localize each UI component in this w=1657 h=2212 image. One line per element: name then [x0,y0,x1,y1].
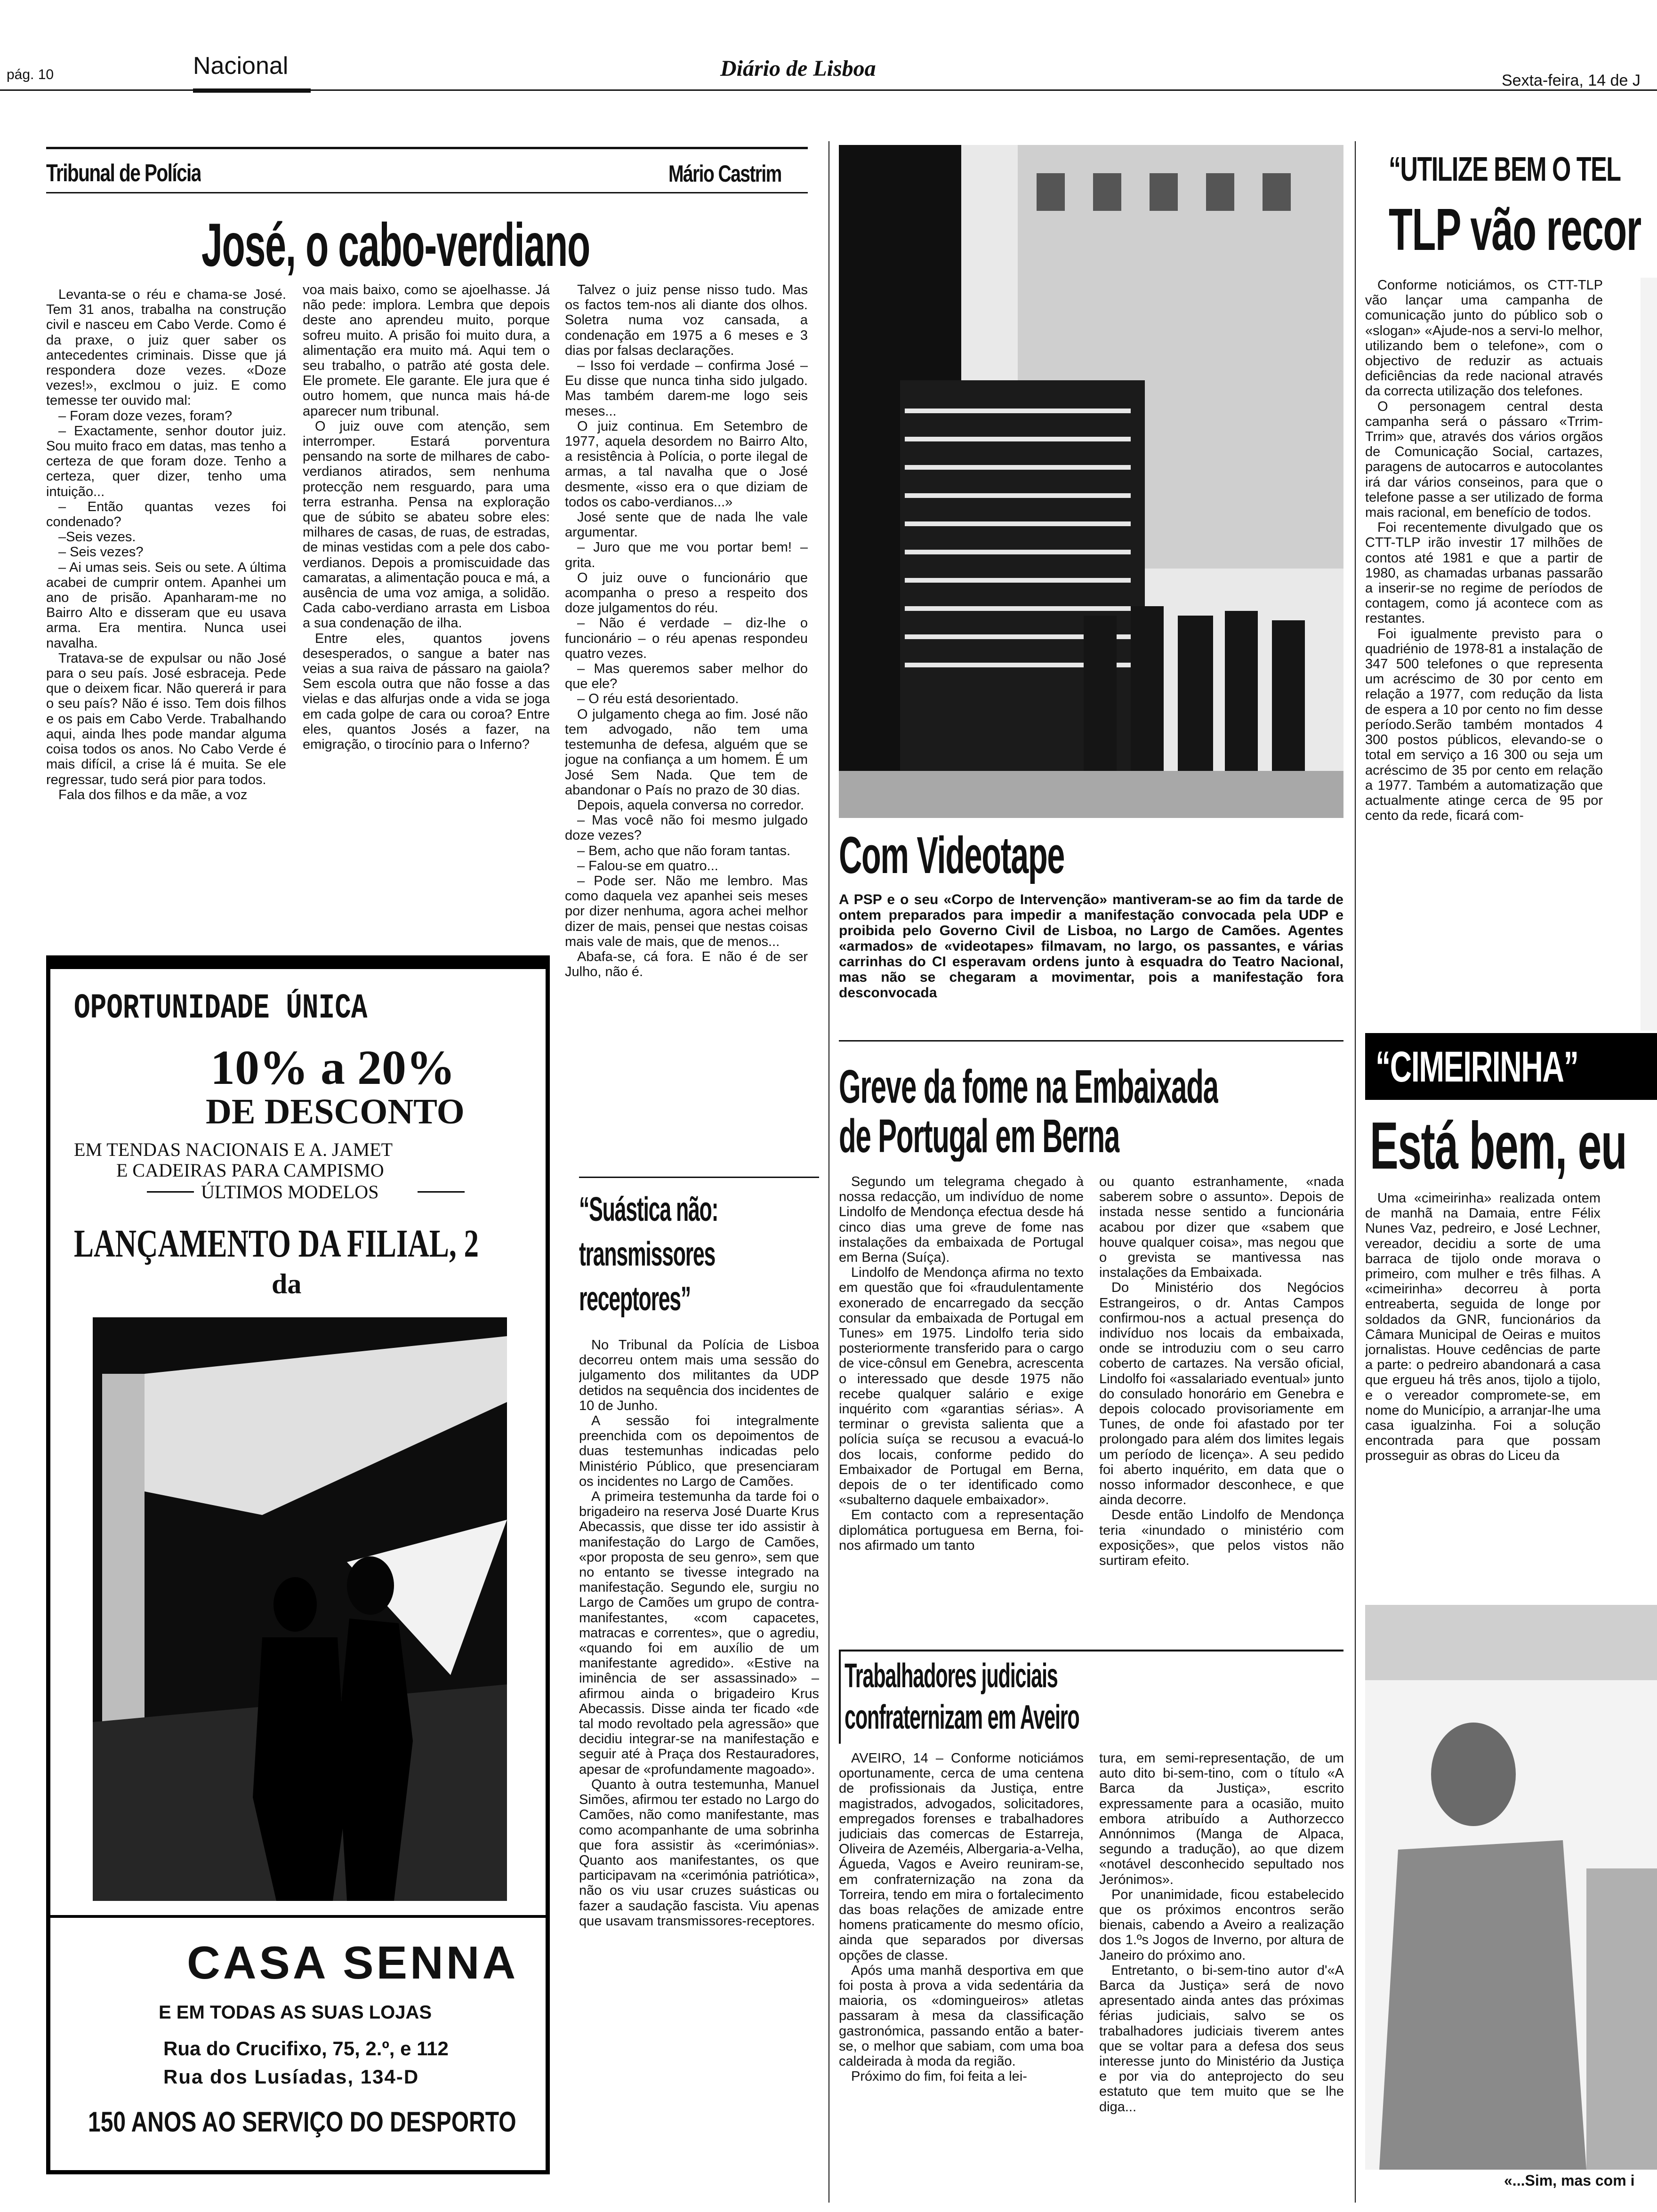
aveiro-headline-box [839,1650,1343,1744]
ad-line-3-dash-right [418,1191,465,1193]
tribunal-author: Mário Castrim [668,160,781,187]
videotape-headline: Com Videotape [839,827,1065,884]
cimeirinha-caption: «...Sim, mas com i [1504,2172,1635,2189]
aveiro-column-1: AVEIRO, 14 – Conforme noticiámos oportunamente, cerca de uma centena de profissionais da Justiça, entre magistrados, advogados, solicitadores, empregados forenses e trabalhadores judiciais das comercas de Estarreja, Oliveira de Azeméis, Albergaria-a-Velha, Águeda, Vagos e Aveiro reuniram-se, em confraternização na zona da Torreira, tendo em mira o fortalecimento das boas relações de amizade entre homens praticamente do mesmo ofício, ainda que separados por diversas opções de classe. Após uma manhã desportiva em que foi posta à prova a vida sedentária da maioria, os «domingueiros» atletas passaram à mesa da classificação gastronómica, passando então a bater-se, o melhor que sabiam, com uma boa caldeirada à moda da região. Próximo do fim, foi feita a lei- [839,1751,1084,2084]
cimeirinha-photo [1365,1605,1657,2170]
page-number: pág. 10 [7,67,54,82]
ad-line-2: E CADEIRAS PARA CAMPISMO [116,1160,384,1181]
man-body [1379,1840,1586,2170]
tent-side [102,1374,145,1722]
suastica-headline-2: transmissores [579,1235,716,1273]
greve-column-1: Segundo um telegrama chegado à nossa redacção, um indivíduo de nome Lindolfo de Mendonça efectua desde há cinco dias uma greve de fome nas instalações da embaixada de Portugal em Berna (Suíça). Lindolfo de Mendonça afirma no texto em questão que foi «fraudulentamente exonerado de encarregado da secção consular da embaixada de Portugal em Tunes» em 1975. Lindolfo teria sido posteriormente transferido para o cargo de vice-cônsul em Genebra, acrescenta o interessado que desde 1975 não recebe qualquer salário e exige inquérito com «garantias sérias». A terminar o grevista salienta que a polícia suíça se recusou a evacuá-lo dos locais, conforme pedido do Embaixador de Portugal em Berna, depois de o ter identificado como «subalterno daquele embaixador». Em contacto com a representação diplomática portuguesa em Berna, foi-nos afirmado um tanto [839,1174,1084,1553]
aveiro-box-left [839,1650,841,1744]
background-figure [1586,1868,1657,2170]
ad-discount-2: DE DESCONTO [206,1092,465,1131]
ad-address-2: Rua dos Lusíadas, 134-D [163,2066,419,2088]
videotape-photo [839,145,1343,818]
aveiro-headline-2: confraternizam em Aveiro [845,1699,1079,1736]
woman-head [347,1556,394,1615]
ad-da: da [272,1268,302,1299]
window [1263,173,1291,211]
photo-top [1365,1605,1657,1680]
column-rule-left [828,141,829,2203]
ad-footer-rule [50,1915,546,1918]
suastica-text: No Tribunal da Polícia de Lisboa decorreu ontem mais uma sessão do julgamento dos militantes da UDP detidos na sequência dos incidentes de 10 de Junho. A sessão foi integralmente preenchida com os depoimentos de duas testemunhas indicadas pelo Ministério Público, que presenciaram os incidentes no Largo de Camões. A primeira testemunha da tarde foi o brigadeiro na reserva José Duarte Krus Abecassis, que disse ter ido assistir à manifestação do Largo de Camões, «por proposta de seu genro», sem que no entanto se tivesse integrado na manifestação. Segundo ele, surgiu no Largo de Camões um grupo de contra-manifestantes, «com capacetes, matracas e correntes», que o agrediu, «quando foi em auxílio de um manifestante agredido». «Estive na iminência de ser assassinado» – afirmou ainda o brigadeiro Krus Abecassis. Disse ainda ter ficado «de tal modo revoltado pela agressão» que decidiu integrar-se na manifestação e seguir até à Praça dos Restauradores, apesar de «profundamente magoado». Quanto à outra testemunha, Manuel Simões, afirmou ter estado no Largo do Camões, não como manifestante, mas como acompanhante de uma sobrinha que fora assistir às «cerimónias». Quanto aos manifestantes, os que participavam na «cerimónia patriótica», não os viu usar cruzes suásticas ou fazer a saudação fascista. Viu apenas que usavam transmissores-receptores. [579,1338,819,1929]
ad-launch: LANÇAMENTO DA FILIAL, 2 [74,1222,479,1266]
ad-discount: 10% a 20% [210,1041,455,1095]
ad-all-stores: E EM TODAS AS SUAS LOJAS [159,2002,432,2023]
ad-anniversary: 150 ANOS AO SERVIÇO DO DESPORTO [88,2106,516,2138]
masthead: Diário de Lisboa [720,56,876,81]
suastica-rule [579,1177,819,1178]
tlp-cropped-column [1641,278,1657,1031]
cimeirinha-headline: Está bem, eu [1370,1111,1627,1181]
cimeirinha-band [1365,1033,1657,1100]
tlp-headline-1: “UTILIZE BEM O TEL [1389,151,1621,188]
tribunal-rule-top [46,147,808,149]
greve-column-2: ou quanto estranhamente, «nada saberem sobre o assunto». Depois de instada nesse sentido a funcionária acabou por dizer que «sabem que houve qualquer coisa», mas negou que o grevista se mantivessa nas instalações da Embaixada. Do Ministério dos Negócios Estrangeiros, o dr. Antas Campos confirmou-nos a actual presença do indivíduo nos locais da embaixada, onde se introduziu com o seu carro coberto de cartazes. Na versão oficial, Lindolfo foi «assalariado eventual» junto do consulado honorário em Genebra e depois colocado provisoriamente em Tunes, de onde foi afastado por ter prolongado para além dos limites legais um período de licença». A seu pedido foi aberto inquérito, em data que o nosso informador desconhece, e que ainda decorre. Desde então Lindolfo de Mendonça teria «inundado o ministério com exposições», que pelos vistos não surtiram efeito. [1099,1174,1344,1569]
ad-photo [93,1317,507,1901]
ad-header-band [50,960,546,969]
tlp-headline-2: TLP vão recor [1389,198,1641,262]
videotape-caption: A PSP e o seu «Corpo de Intervenção» mantiveram-se ao fim da tarde de ontem preparados para impedir a manifestação convocada pela UDP e proibida pelo Governo Civil de Lisboa, no Largo de Camões. Agentes «armados» de «videotapes» filmavam, no largo, os passantes, e várias carrinhas do CI esperavam ordens junto à esquadra do Teatro Nacional, mas não se chegaram a movimentar, pois a manifestação fora desconvocada [839,892,1343,1001]
suastica-headline-1: “Suástica não: [579,1191,718,1228]
tribunal-column-1: Levanta-se o réu e chama-se José. Tem 31 anos, trabalha na construção civil e nasceu em Cabo Verde. Como é da praxe, o juiz quer saber os antecedentes criminais. Disse que já respondera doze vezes. «Doze vezes!», exclmou o juiz. E como temesse ter ouvido mal: – Foram doze vezes, foram? – Exactamente, senhor doutor juiz. Sou muito fraco em datas, mas tenho a certeza de que foram doze. Tenho a certeza, quer dizer, tenho uma intuição... – Então quantas vezes foi condenado? –Seis vezes. – Seis vezes? – Ai umas seis. Seis ou sete. A última acabei de cumprir ontem. Apanhei um ano de prisão. Apanharam-me no Bairro Alto e disseram que eu usava arma. Era mentira. Nunca usei navalha. Tratava-se de expulsar ou não José para o seu país. José esbraceja. Pede que o deixem ficar. Não quererá ir para o seu país? Não é isso. Tem dois filhos e os pais em Cabo Verde. Trabalhando aqui, ainda lhes pode mandar alguma coisa todos os anos. No Cabo Verde é mais difícil, a crise lá é muita. Se ele regressar, tudo será pior para todos. Fala dos filhos e da mãe, a voz [46,287,286,802]
window [1150,173,1178,211]
ad-line-3-dash-left [147,1191,194,1193]
date-line: Sexta-feira, 14 de J [1502,72,1641,89]
man-head [273,1577,317,1632]
greve-headline-1: Greve da fome na Embaixada [839,1061,1218,1112]
tlp-text: Conforme noticiámos, os CTT-TLP vão lançar uma campanha de comunicação junto do público sob o «slogan» «Ajude-nos a servi-lo melhor, utilizando bem o telefone», com o objectivo de reduzir as actuais deficiências da rede nacional através da correcta utilização dos telefones. O personagem central desta campanha será o pássaro «Trrim-Trrim» que, através dos vários orgãos de Comunicação Social, cartazes, paragens de autocarros e autocolantes irá dar vários conseinos, para que o telefone passe a ser utilizado de forma mais racional, em benefício de todos. Foi recentemente divulgado que os CTT-TLP irão investir 17 milhões de contos até 1981 e que a partir de 1980, as chamadas urbanas passarão a inserir-se no regime de períodos de contagem, como já acontece com as restantes. Foi igualmente previsto para o quadriénio de 1978-81 a instalação de 347 500 telefones o que representa um acréscimo de 30 por cento em relação a 1977, com redução da lista de espera a 10 por cento no fim desse período.Serão também montados 4 300 postos públicos, elevando-se o total em serviço a 16 300 ou seja um acréscimo de 35 por cento em relação a 1977. Também a automatização que actualmente atinge cerca de 95 por cento da rede, ficará com- [1365,278,1603,824]
tribunal-column-3: Talvez o juiz pense nisso tudo. Mas os factos tem-nos ali diante dos olhos. Soletra numa voz cansada, a condenação em 1975 a 6 meses e 3 dias por falsas declarações. – Isso foi verdade – confirma José – Eu disse que nunca tinha sido julgado. Mas também darem-me logo seis meses... O juiz continua. Em Setembro de 1977, aquela desordem no Bairro Alto, a resistência à Polícia, o porte ilegal de armas, a tal navalha que o José desmente, «isso era o que diziam de todos os cabo-verdianos...» José sente que de nada lhe vale argumentar. – Juro que me vou portar bem! – grita. O juiz ouve o funcionário que acompanha o preso a respeito dos doze julgamentos do réu. – Não é verdade – diz-lhe o funcionário – o réu apenas respondeu quatro vezes. – Mas queremos saber melhor do que ele? – O réu está desorientado. O julgamento chega ao fim. José não tem advogado, não tem uma testemunha de defesa, alguém que se jogue na confiança a um homem. É um José Sem Nada. Que tem de abandonar o País no prazo de 30 dias. Depois, aquela conversa no corredor. – Mas você não foi mesmo julgado doze vezes? – Bem, acho que não foram tantas. – Falou-se em quatro... – Pode ser. Não me lembro. Mas como daquela vez apanhei seis meses por dizer nenhuma, agora achei melhor dizer de mais, pensei que nestas coisas mais vale de mais, que de menos... Abafa-se, cá fora. E não é de ser Julho, não é. [565,282,808,980]
section-title: Nacional [193,52,289,80]
videotape-rule [839,1040,1343,1042]
tribunal-headline: José, o cabo-verdiano [201,212,590,278]
section-underline [193,88,311,93]
ad-brand: CASA SENNA [187,1937,519,1988]
aveiro-column-2: tura, em semi-representação, de um auto dito bi-sem-tino, com o título «A Barca da Justiça», escrito expressamente para a ocasião, muito embora atribuído a Authorzecco Annónnimos (Manga de Alpaca, segundo a tradução), ao que dizem «notável desconhecido sepultado nos Jerónimos». Por unanimidade, ficou estabelecido que os próximos encontros serão bienais, cabendo a Aveiro a realização dos 1.ºs Jogos de Inverno, por altura de Janeiro do próximo ano. Entretanto, o bi-sem-tino autor d'«A Barca da Justiça» será de novo apresentado ainda antes das próximas férias judiciais, salvo se os trabalhadores judiciais tiverem antes que se voltar para a defesa dos seus interesse junto do Ministério da Justiça e por via do anteprojecto do seu estatuto que tem muito que se lhe diga... [1099,1751,1344,2115]
tribunal-rule-mid [46,192,808,193]
column-rule-right [1355,141,1356,2203]
tribunal-kicker: Tribunal de Polícia [46,160,201,187]
suastica-headline-3: receptores” [579,1280,691,1318]
window [1206,173,1234,211]
tent-canopy [145,1336,507,1515]
cimeirinha-text: Uma «cimeirinha» realizada ontem de manhã na Damaia, entre Félix Nunes Vaz, pedreiro, e José Lechner, vereador, decidiu a sorte de uma barraca de tijolo onde morava o primeiro, com mulher e três filhas. A «cimeirinha» decorreu à porta entreaberta, seguida de longe por soldados da GNR, funcionários da Câmara Municipal de Oeiras e muitos jornalistas. Houve cedências de parte a parte: o pedreiro abandonará a casa que ergueu há três anos, tijolo a tijolo, e o vereador compromete-se, em nome do Município, a arranjar-lhe uma casa igualzinha. Foi a solução encontrada para que possam prosseguir as obras do Liceu da [1365,1191,1601,1464]
advertisement [46,955,550,2174]
window [1037,173,1065,211]
window [1093,173,1121,211]
aveiro-headline-1: Trabalhadores judiciais [845,1657,1058,1695]
cimeirinha-label: “CIMEIRINHA” [1375,1043,1578,1090]
ad-line-1: EM TENDAS NACIONAIS E A. JAMET [74,1139,393,1160]
tribunal-column-2: voa mais baixo, como se ajoelhasse. Já não pede: implora. Lembra que depois deste ano aprendeu muito, porque sofreu muito. A prisão foi muito dura, a alimentação era muito má. Aqui tem o seu trabalho, o patrão até gosta dele. Ele promete. Ele garante. Ele jura que é outro homem, que nunca mais há-de aparecer num tribunal. O juiz ouve com atenção, sem interromper. Estará porventura pensando na sorte de milhares de cabo-verdianos atirados, sem nenhuma protecção nem resguardo, para uma terra estranha. Pensa na exploração que de súbito se abateu sobre eles: milhares de casas, de ruas, de estradas, de minas vestidas com a pele dos cabo-verdianos. Depois a promiscuidade das camaratas, a alimentação pouca e má, a ausência de uma voz amiga, a solidão. Cada cabo-verdiano arrasta em Lisboa a sua condenação de ilha. Entre eles, quantos jovens desesperados, o sangue a bater nas veias a sua raiva de pássaro na gaiola? Sem escola outra que não fosse a das vielas e das alfurjas onde a vida se joga em cada golpe de cara ou coroa? Entre eles, quantos Josés a fazer, na emigração, o tirocínio para o Inferno? [303,282,550,753]
street [839,771,1343,818]
man-head [1431,1723,1516,1826]
greve-headline-2: de Portugal em Berna [839,1111,1120,1162]
ad-oportunidade: OPORTUNIDADE ÚNICA [74,989,368,1028]
ad-address-1: Rua do Crucifixo, 75, 2.º, e 112 [163,2037,449,2060]
ad-line-3: ÚLTIMOS MODELOS [201,1181,379,1202]
couple-tent-illustration [93,1317,507,1901]
